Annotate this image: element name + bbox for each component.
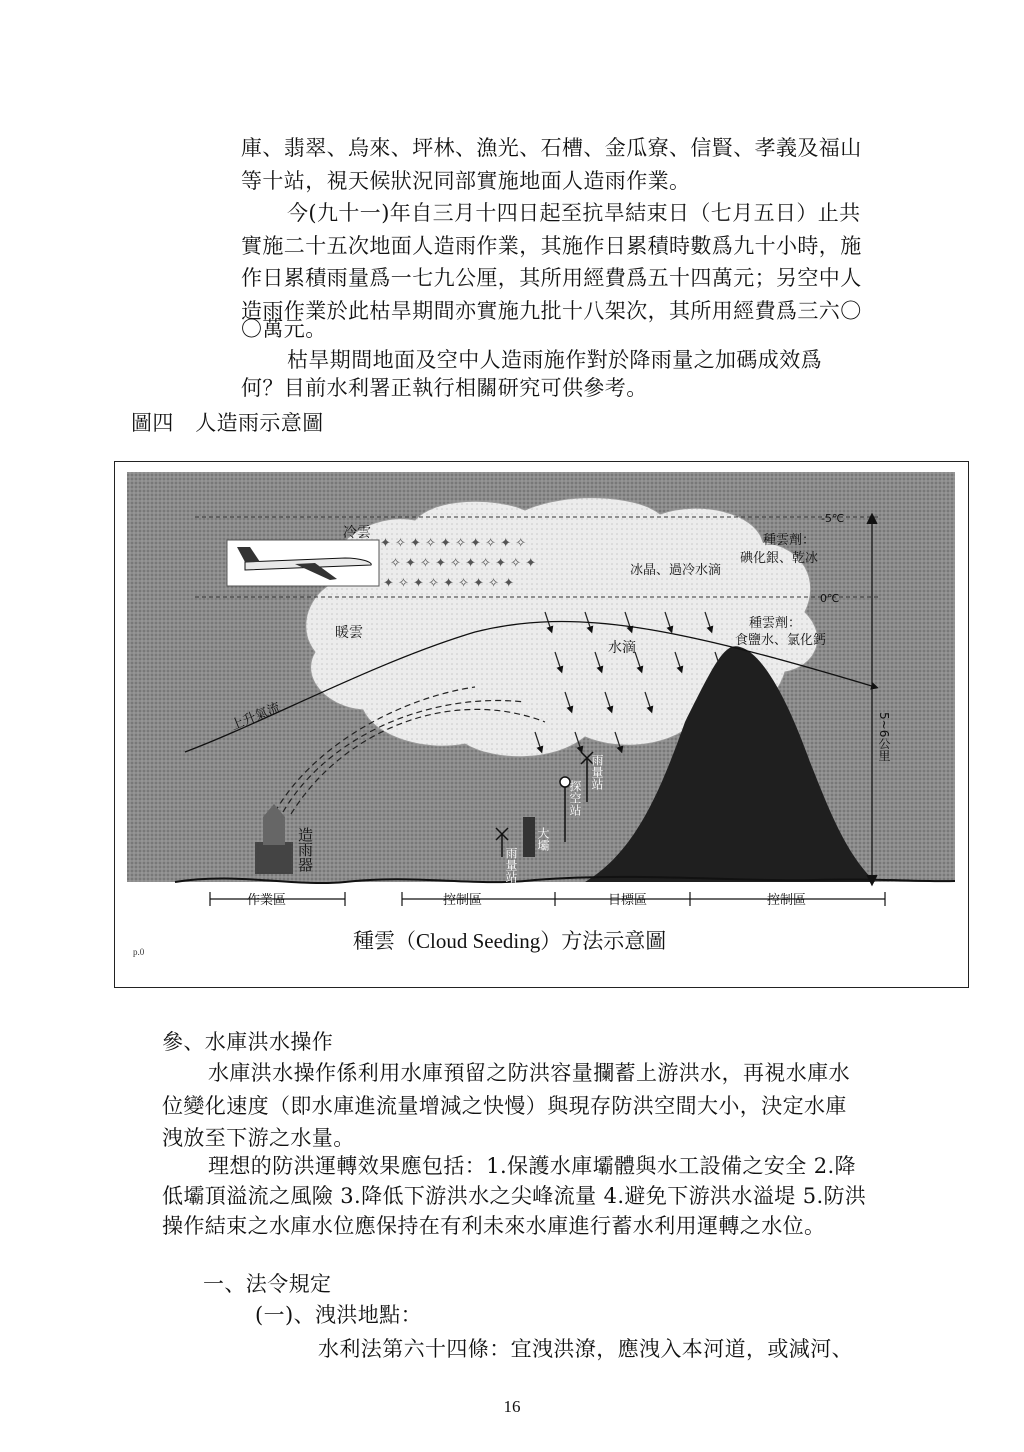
figure-title: 種雲（Cloud Seeding）方法示意圖	[353, 929, 667, 953]
section-title: 參、水庫洪水操作	[162, 1030, 334, 1054]
paragraph-line: 水利法第六十四條：宜洩洪潦，應洩入本河道，或減河、	[318, 1337, 853, 1361]
paragraph-line: 水庫洪水操作係利用水庫預留之防洪容量攔蓄上游洪水，再視水庫水	[208, 1061, 850, 1085]
cloud-seeding-diagram	[115, 462, 967, 986]
label-warm-cloud: 暖雲	[335, 625, 363, 641]
label-agent1-title: 種雲劑：	[763, 533, 816, 548]
paragraph-line: 今(九十一)年自三月十四日起至抗旱結束日（七月五日）止共	[287, 201, 861, 225]
subsection-title: 一、法令規定	[203, 1272, 332, 1296]
label-agent1: 碘化銀、乾冰	[740, 551, 819, 566]
paragraph-line: 低壩頂溢流之風險 3.降低下游洪水之尖峰流量 4.避免下游洪水溢堤 5.防洪	[162, 1184, 867, 1208]
sub-item: (一)、洩洪地點：	[255, 1303, 422, 1327]
label-updraft: 上升氣流	[228, 700, 283, 734]
label-temp-0: 0℃	[820, 592, 840, 605]
paragraph-line: 庫、翡翠、烏來、坪林、漁光、石槽、金瓜寮、信賢、孝義及福山	[241, 136, 862, 160]
paragraph-line: 理想的防洪運轉效果應包括：1.保護水庫壩體與水工設備之安全 2.降	[208, 1154, 856, 1178]
label-height: 5~6公里	[877, 712, 891, 762]
label-agent2-title: 種雲劑：	[749, 616, 802, 631]
paragraph-line: 造雨作業於此枯旱期間亦實施九批十八架次，其所用經費爲三六〇	[241, 299, 862, 323]
ice-crystals	[380, 536, 536, 591]
label-rain-station-2: 雨量站	[590, 754, 604, 790]
svg-text:✦ ✧ ✦ ✧ ✦ ✧ ✦ ✧ ✦ ✧: ✦ ✧ ✦ ✧ ✦ ✧ ✦ ✧ ✦ ✧	[380, 536, 527, 551]
label-ice-crystal: 冰晶、過冷水滴	[630, 563, 722, 578]
label-zone-operation: 作業區	[247, 893, 287, 908]
corner-mark: p.0	[133, 947, 145, 957]
paragraph-line: 實施二十五次地面人造雨作業，其施作日累積時數爲九十小時，施	[241, 234, 862, 258]
label-temp-minus5: -5℃	[821, 512, 845, 525]
paragraph-line: 操作結束之水庫水位應保持在有利未來水庫進行蓄水利用運轉之水位。	[162, 1214, 826, 1238]
label-water-drop: 水滴	[608, 640, 636, 656]
label-agent2: 食鹽水、氯化鈣	[735, 633, 827, 648]
paragraph-line: 洩放至下游之水量。	[162, 1126, 355, 1150]
paragraph-line: 位變化速度（即水庫進流量增減之快慢）與現存防洪空間大小，決定水庫	[162, 1094, 847, 1118]
paragraph-line: 〇萬元。	[241, 317, 327, 341]
label-generator: 造雨器	[296, 827, 314, 872]
label-zone-control-2: 控制區	[767, 893, 807, 908]
label-radiosonde: 探空站	[568, 780, 582, 816]
svg-text:✦ ✧ ✦ ✧ ✦ ✧ ✦ ✧ ✦: ✦ ✧ ✦ ✧ ✦ ✧ ✦ ✧ ✦	[383, 576, 515, 591]
figure-caption: 圖四 人造雨示意圖	[131, 411, 324, 435]
page-number: 16	[503, 1397, 521, 1416]
airplane-icon	[227, 540, 379, 586]
label-rain-station: 雨量站	[504, 847, 518, 883]
cloud-seeding-figure	[114, 461, 969, 988]
paragraph-line: 何？目前水利署正執行相關研究可供參考。	[241, 376, 648, 400]
label-zone-target: 目標區	[608, 893, 648, 908]
label-cold-cloud: 冷雲	[343, 525, 371, 541]
svg-text:✧ ✦ ✧ ✦ ✧ ✦ ✧ ✦ ✧ ✦: ✧ ✦ ✧ ✦ ✧ ✦ ✧ ✦ ✧ ✦	[390, 556, 537, 571]
paragraph-line: 作日累積雨量爲一七九公厘，其所用經費爲五十四萬元；另空中人	[241, 266, 862, 290]
paragraph-line: 枯旱期間地面及空中人造雨施作對於降雨量之加碼成效爲	[287, 348, 822, 372]
paragraph-line: 等十站，視天候狀況同部實施地面人造雨作業。	[241, 169, 691, 193]
label-dam: 大壩	[536, 827, 550, 851]
label-zone-control-1: 控制區	[443, 893, 483, 908]
